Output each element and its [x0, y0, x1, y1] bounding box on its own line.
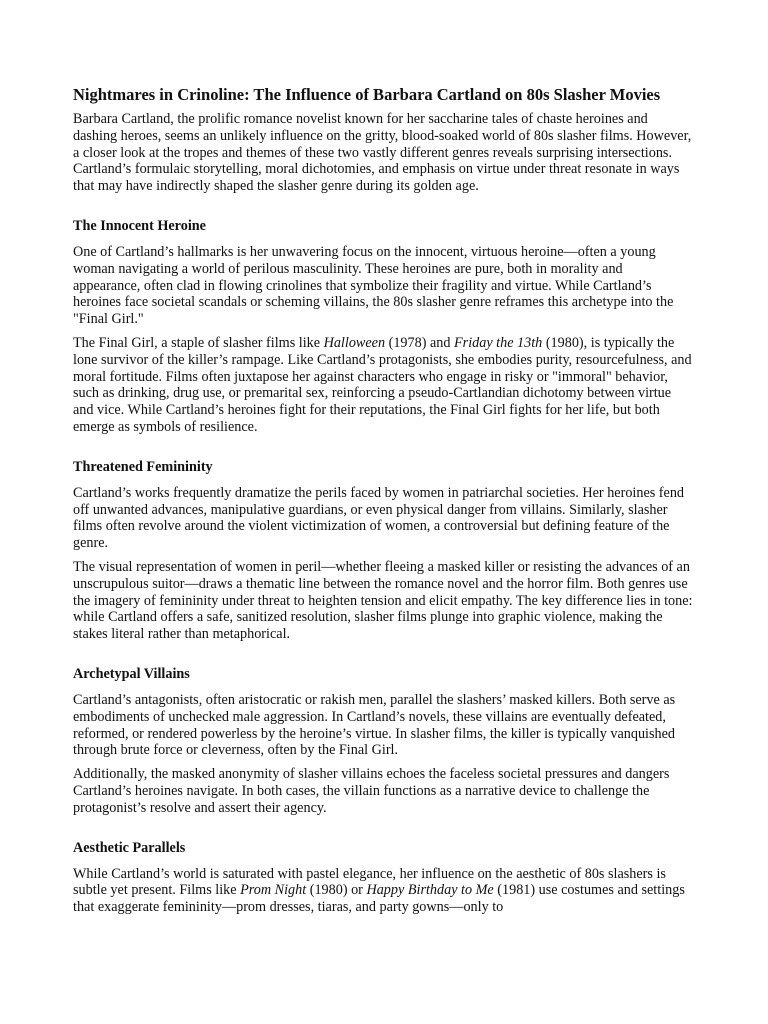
film-title: Friday the 13th	[454, 334, 543, 351]
paragraph: Cartland’s works frequently dramatize the perils faced by women in patriarchal societies. Her heroines fend off unwanted advances, manipulative guardians, or even physical danger from villains. Similarly, slasher films often revolve around the violent victimization of women, a controversial but defining feature of the genre.	[73, 484, 685, 552]
text-run: (1980) or	[306, 882, 367, 899]
paragraph: Additionally, the masked anonymity of slasher villains echoes the faceless societal pressures and dangers Cartland’s heroines navigate. In both cases, the villain functions as a narrative device to challenge the protagonist’s resolve and assert their agency.	[73, 766, 670, 816]
text-run: The Final Girl, a staple of slasher films like	[73, 334, 324, 351]
text-run: While Cartland’s world is saturated with pastel elegance, her influence on the aesthetic of 80s slashers is subtle yet present. Films like	[73, 865, 666, 899]
page-title: Nightmares in Crinoline: The Influence of Barbara Cartland on 80s Slasher Movies	[73, 85, 661, 104]
text-run: (1981) use costumes and settings that exaggerate femininity—prom dresses, tiaras, and party gowns—only to	[73, 882, 685, 916]
paragraph: Cartland’s antagonists, often aristocratic or rakish men, parallel the slashers’ masked killers. Both serve as embodiments of unchecked male aggression. In Cartland’s novels, these villains are eventually defeated, reformed, or rendered powerless by the heroine’s virtue. In slasher films, the killer is typically vanquished through brute force or cleverness, often by the Final Girl.	[73, 691, 676, 759]
film-title: Happy Birthday to Me	[366, 882, 494, 899]
text-run: (1978) and	[385, 334, 455, 351]
paragraph: The visual representation of women in peril—whether fleeing a masked killer or resisting the advances of an unscrupulous suitor—draws a thematic line between the romance novel and the horror film. Both genres use the imagery of femininity under threat to heighten tension and elicit empathy. The key difference lies in tone: while Cartland offers a safe, sanitized resolution, slasher films plunge into graphic violence, making the stakes literal rather than metaphorical.	[73, 558, 693, 643]
intro-paragraph: Barbara Cartland, the prolific romance novelist known for her saccharine tales of chaste heroines and dashing heroes, seems an unlikely influence on the gritty, blood-soaked world of 80s slasher films. However, a closer look at the tropes and themes of these two vastly different genres reveals surprising intersections. Cartland’s formulaic storytelling, moral dichotomies, and emphasis on virtue under threat resonate in ways that may have indirectly shaped the slasher genre during its golden age.	[73, 111, 692, 195]
section-heading-innocent-heroine: The Innocent Heroine	[73, 217, 206, 234]
text-run: (1980), is typically the lone survivor of the killer’s rampage. Like Cartland’s protagonists, she embodies purity, resourcefulness, and moral fortitude. Films often juxtapose her against characters who engage in risky or "immoral" behavior, such as drinking, drug use, or premarital sex, reinforcing a pseudo-Cartlandian dichotomy between virtue and vice. While Cartland’s heroines fight for their reputations, the Final Girl fights for her life, but both emerge as symbols of resilience.	[73, 334, 692, 435]
paragraph	[73, 335, 693, 436]
film-title: Halloween	[323, 334, 386, 351]
section-heading-archetypal-villains: Archetypal Villains	[73, 665, 190, 682]
section-heading-threatened-femininity: Threatened Femininity	[73, 458, 213, 475]
film-title: Prom Night	[240, 882, 307, 899]
paragraph	[73, 866, 693, 916]
document-page	[73, 84, 693, 923]
section-heading-aesthetic-parallels: Aesthetic Parallels	[73, 839, 186, 856]
paragraph: One of Cartland’s hallmarks is her unwavering focus on the innocent, virtuous heroine—often a young woman navigating a world of perilous masculinity. These heroines are pure, both in morality and appearance, often clad in flowing crinolines that symbolize their fragility and virtue. While Cartland’s heroines face societal scandals or scheming villains, the 80s slasher genre reframes this archetype into the "Final Girl."	[73, 243, 674, 328]
